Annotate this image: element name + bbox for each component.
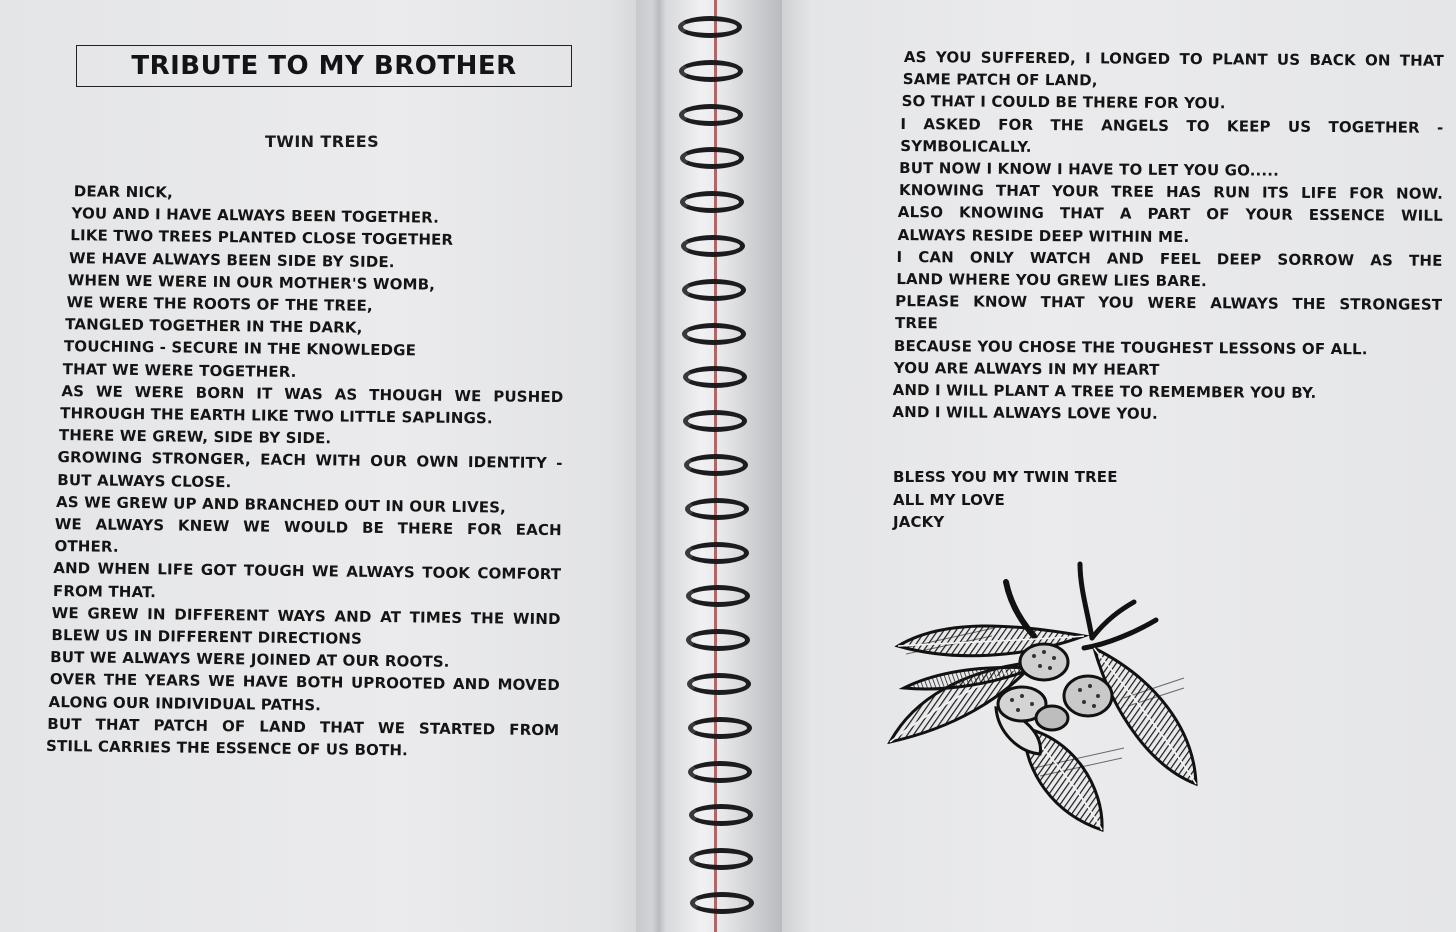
binding-ring bbox=[685, 498, 749, 520]
closing-line: BLESS YOU MY TWIN TREE bbox=[893, 468, 1118, 486]
poem-line: TOUCHING - SECURE IN THE KNOWLEDGE bbox=[63, 337, 417, 360]
poem-left-column bbox=[45, 180, 566, 763]
poem-line: ALONG OUR INDIVIDUAL PATHS. bbox=[48, 692, 322, 714]
title-box bbox=[76, 45, 572, 87]
poem-line: WE ALWAYS KNEW WE WOULD BE THERE FOR EACH bbox=[54, 515, 562, 540]
poem-line: TANGLED TOGETHER IN THE DARK, bbox=[65, 315, 363, 337]
poem-line: OTHER. bbox=[54, 537, 119, 557]
poem-line: YOU ARE ALWAYS IN MY HEART bbox=[893, 358, 1160, 379]
binding-ring bbox=[680, 147, 744, 169]
binding-ring bbox=[682, 323, 746, 345]
poem-right-column bbox=[892, 46, 1444, 427]
closing-signature bbox=[893, 466, 1118, 534]
poem-line: WHEN WE WERE IN OUR MOTHER'S WOMB, bbox=[67, 270, 436, 294]
poem-line: KNOWING THAT YOUR TREE HAS RUN ITS LIFE FOR NOW. bbox=[898, 181, 1444, 204]
poem-line: SYMBOLICALLY. bbox=[900, 136, 1032, 156]
binding-ring bbox=[684, 454, 748, 476]
leaf-and-berries-woodcut-icon bbox=[884, 558, 1204, 834]
poem-line: TREE bbox=[895, 314, 939, 333]
poem-line: DEAR NICK, bbox=[73, 182, 174, 202]
binding-ring bbox=[682, 279, 746, 301]
poem-line: GROWING STRONGER, EACH WITH OUR OWN IDENTITY - bbox=[57, 448, 563, 473]
poem-line: YOU AND I HAVE ALWAYS BEEN TOGETHER. bbox=[71, 204, 440, 227]
binding-ring bbox=[689, 804, 753, 826]
binding-ring bbox=[679, 104, 743, 126]
poem-line: PLEASE KNOW THAT YOU WERE ALWAYS THE STRONGEST bbox=[895, 292, 1443, 315]
poem-subtitle: TWIN TREES bbox=[264, 132, 380, 151]
spiral-binding bbox=[670, 0, 760, 932]
poem-line: BUT THAT PATCH OF LAND THAT WE STARTED FROM bbox=[47, 714, 560, 740]
binding-ring bbox=[689, 848, 753, 870]
binding-ring bbox=[690, 892, 754, 914]
poem-line: THERE WE GREW, SIDE BY SIDE. bbox=[58, 426, 332, 448]
poem-line: STILL CARRIES THE ESSENCE OF US BOTH. bbox=[45, 736, 409, 760]
poem-line: AND I WILL PLANT A TREE TO REMEMBER YOU BY. bbox=[892, 381, 1317, 402]
poem-line: I ASKED FOR THE ANGELS TO KEEP US TOGETHER - bbox=[900, 114, 1444, 137]
poem-line: AS WE WERE BORN IT WAS AS THOUGH WE PUSHED bbox=[61, 381, 564, 407]
binding-ring bbox=[686, 629, 750, 651]
binding-ring bbox=[686, 585, 750, 607]
binding-ring bbox=[679, 60, 743, 82]
poem-line: BLEW US IN DIFFERENT DIRECTIONS bbox=[51, 626, 363, 648]
poem-line: SAME PATCH OF LAND, bbox=[902, 70, 1098, 90]
poem-line: WE WERE THE ROOTS OF THE TREE, bbox=[66, 293, 373, 315]
poem-line: OVER THE YEARS WE HAVE BOTH UPROOTED AND MOVED bbox=[49, 670, 560, 695]
binding-ring bbox=[687, 673, 751, 695]
poem-line: ALWAYS RESIDE DEEP WITHIN ME. bbox=[897, 225, 1190, 246]
binding-ring bbox=[678, 16, 742, 38]
poem-line: LAND WHERE YOU GREW LIES BARE. bbox=[896, 270, 1208, 291]
poem-line: AS WE GREW UP AND BRANCHED OUT IN OUR LIVES, bbox=[55, 492, 507, 517]
poem-line: ALSO KNOWING THAT A PART OF YOUR ESSENCE WILL bbox=[897, 203, 1443, 226]
binding-ring bbox=[683, 410, 747, 432]
closing-line: JACKY bbox=[893, 513, 945, 531]
poem-line: SO THAT I COULD BE THERE FOR YOU. bbox=[901, 92, 1226, 113]
poem-line: LIKE TWO TREES PLANTED CLOSE TOGETHER bbox=[70, 226, 454, 250]
poem-line: BUT NOW I KNOW I HAVE TO LET YOU GO..... bbox=[899, 159, 1280, 180]
binding-ring bbox=[685, 542, 749, 564]
poem-line: BUT ALWAYS CLOSE. bbox=[57, 470, 232, 491]
binding-ring bbox=[688, 761, 752, 783]
spine-shadow bbox=[652, 0, 666, 932]
poem-line: BUT WE ALWAYS WERE JOINED AT OUR ROOTS. bbox=[50, 648, 450, 672]
poem-line: I CAN ONLY WATCH AND FEEL DEEP SORROW AS THE bbox=[896, 247, 1443, 270]
binding-ring bbox=[681, 235, 745, 257]
poem-line: THAT WE WERE TOGETHER. bbox=[62, 359, 297, 381]
poem-line: FROM THAT. bbox=[52, 581, 157, 601]
poem-line: AND WHEN LIFE GOT TOUGH WE ALWAYS TOOK COMFORT bbox=[53, 559, 562, 584]
binding-ring bbox=[683, 366, 747, 388]
poem-line: AND I WILL ALWAYS LOVE YOU. bbox=[892, 403, 1158, 424]
poem-line: WE HAVE ALWAYS BEEN SIDE BY SIDE. bbox=[68, 248, 395, 271]
poem-line: THROUGH THE EARTH LIKE TWO LITTLE SAPLINGS. bbox=[60, 404, 493, 428]
poem-line: AS YOU SUFFERED, I LONGED TO PLANT US BACK ON THAT bbox=[903, 48, 1444, 70]
closing-line: ALL MY LOVE bbox=[893, 490, 1005, 509]
poem-line: WE GREW IN DIFFERENT WAYS AND AT TIMES THE WIND bbox=[51, 603, 561, 629]
page-title: TRIBUTE TO MY BROTHER bbox=[131, 51, 517, 81]
poem-line: BECAUSE YOU CHOSE THE TOUGHEST LESSONS OF ALL. bbox=[893, 336, 1368, 358]
binding-ring bbox=[688, 717, 752, 739]
binding-ring bbox=[680, 191, 744, 213]
